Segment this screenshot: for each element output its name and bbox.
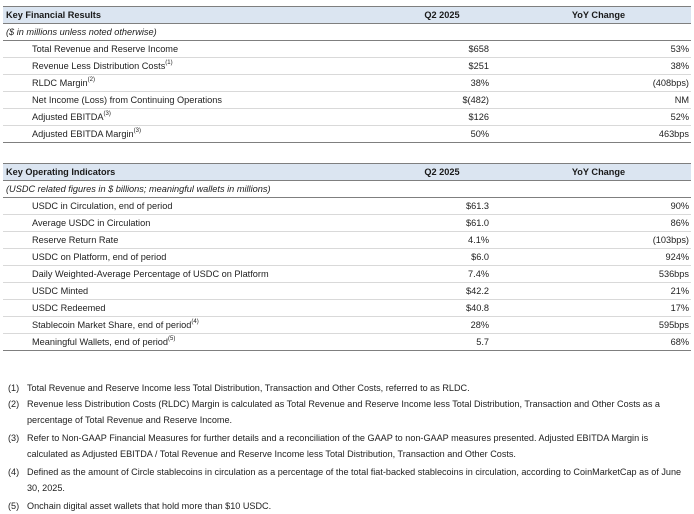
metric-value: $(482) [393,92,491,109]
footnote-ref: (3) [103,111,111,117]
metric-label-text: Reserve Return Rate [32,235,119,245]
key-financial-results-table [3,6,691,143]
metric-label [3,75,393,92]
footnote-item [8,430,688,462]
table-row [3,266,691,283]
table-row [3,249,691,266]
yoy-change: 924% [491,249,691,266]
metric-label [3,300,393,317]
yoy-change: 595bps [491,317,691,334]
metric-label-text: Adjusted EBITDA Margin [32,129,134,139]
table-row [3,41,691,58]
metric-label-text: Average USDC in Circulation [32,218,151,228]
footnote-ref: (4) [191,319,199,325]
metric-value: 7.4% [393,266,491,283]
metric-value: $42.2 [393,283,491,300]
metric-label [3,109,393,126]
metric-label-text: Daily Weighted-Average Percentage of USDC on Platform [32,269,269,279]
metric-label [3,58,393,75]
metric-label-text: USDC Redeemed [32,303,106,313]
footnote-number: (5) [8,501,20,511]
yoy-header: YoY Change [491,7,691,24]
units-note-row [3,181,691,198]
table-row [3,334,691,351]
metric-value: $61.3 [393,198,491,215]
table-row [3,109,691,126]
footnote-item [8,498,688,514]
period-header: Q2 2025 [393,7,491,24]
metric-label [3,198,393,215]
metric-label [3,249,393,266]
key-operating-indicators-table [3,163,691,351]
metric-label [3,126,393,143]
metric-value: $251 [393,58,491,75]
metric-label [3,41,393,58]
footnote-ref: (5) [168,336,176,342]
footnote-number: (1) [8,383,20,393]
footnote-text: Onchain digital asset wallets that hold more than $10 USDC. [27,501,272,511]
footnote-item [8,396,688,428]
table-row [3,58,691,75]
table-row [3,215,691,232]
table-row [3,283,691,300]
period-header: Q2 2025 [393,164,491,181]
metric-label-text: Adjusted EBITDA [32,112,104,122]
metric-value: $61.0 [393,215,491,232]
metric-label-text: USDC in Circulation, end of period [32,201,173,211]
yoy-header: YoY Change [491,164,691,181]
metric-value: $6.0 [393,249,491,266]
table-row [3,232,691,249]
metric-label-text: Stablecoin Market Share, end of period [32,320,192,330]
table-title: Key Operating Indicators [3,164,393,181]
metric-value: $40.8 [393,300,491,317]
footnote-ref: (3) [133,128,141,134]
table-title: Key Financial Results [3,7,393,24]
yoy-change: 17% [491,300,691,317]
yoy-change: 68% [491,334,691,351]
metric-value: 28% [393,317,491,334]
metric-value: $126 [393,109,491,126]
metric-value: 38% [393,75,491,92]
metric-label-text: USDC on Platform, end of period [32,252,167,262]
footnote-ref: (1) [165,60,173,66]
yoy-change: 52% [491,109,691,126]
footnote-number: (4) [8,467,20,477]
metric-value: $658 [393,41,491,58]
metric-label [3,317,393,334]
yoy-change: NM [491,92,691,109]
yoy-change: 21% [491,283,691,300]
metric-label [3,232,393,249]
footnote-text: Refer to Non-GAAP Financial Measures for further details and a reconciliation of the GAAP to non-GAAP measures presented. Adjusted EBITDA Margin is calculated as Adjusted EBITDA / Total Revenue and Reserve Income less Total Distribution, Transaction and Other Costs. [27,433,649,459]
yoy-change: 53% [491,41,691,58]
yoy-change: 463bps [491,126,691,143]
metric-label [3,283,393,300]
footnote-text: Revenue less Distribution Costs (RLDC) Margin is calculated as Total Revenue and Reserve Income less Total Distribution, Transaction and Other Costs as a percentage of Total Revenue and Reserve Income. [27,399,660,425]
table-header [3,7,691,24]
units-note-row [3,24,691,41]
metric-label [3,92,393,109]
metric-label-text: USDC Minted [32,286,89,296]
footnote-number: (2) [8,399,20,409]
metric-value: 4.1% [393,232,491,249]
metric-label [3,266,393,283]
metric-label-text: Meaningful Wallets, end of period [32,337,169,347]
table-row [3,75,691,92]
footnote-text: Defined as the amount of Circle stablecoins in circulation as a percentage of the total fiat-backed stablecoins in circulation, according to CoinMarketCap as of June 30, 2025. [27,467,682,493]
units-note: ($ in millions unless noted otherwise) [3,24,691,41]
table-row [3,198,691,215]
yoy-change: (103bps) [491,232,691,249]
footnote-text: Total Revenue and Reserve Income less Total Distribution, Transaction and Other Costs, referred to as RLDC. [27,383,470,393]
metric-label-text: RLDC Margin [32,78,88,88]
metric-label-text: Net Income (Loss) from Continuing Operations [32,95,222,105]
yoy-change: 90% [491,198,691,215]
table-header [3,164,691,181]
metric-label-text: Revenue Less Distribution Costs [32,61,166,71]
footnote-number: (3) [8,433,20,443]
table-row [3,126,691,143]
units-note: (USDC related figures in $ billions; meaningful wallets in millions) [3,181,691,198]
footnote-ref: (2) [87,77,95,83]
metric-value: 50% [393,126,491,143]
metric-label [3,215,393,232]
yoy-change: 86% [491,215,691,232]
metric-label-text: Total Revenue and Reserve Income [32,44,179,54]
yoy-change: (408bps) [491,75,691,92]
footnote-item [8,464,688,496]
table-row [3,92,691,109]
metric-value: 5.7 [393,334,491,351]
table-row [3,317,691,334]
footnotes [8,380,688,514]
metric-label [3,334,393,351]
yoy-change: 38% [491,58,691,75]
footnote-item [8,380,688,396]
yoy-change: 536bps [491,266,691,283]
table-row [3,300,691,317]
